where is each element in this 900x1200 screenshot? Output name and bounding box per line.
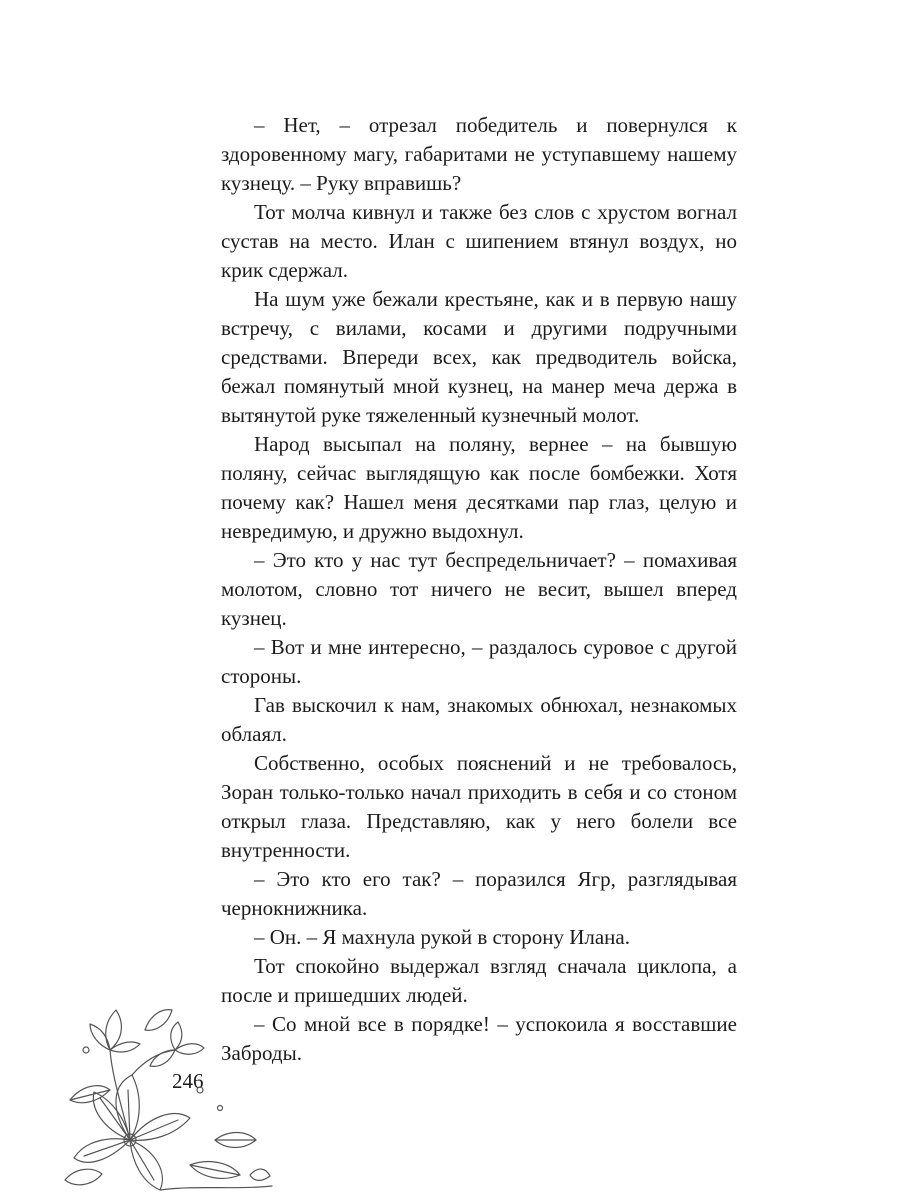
paragraph: – Нет, – отрезал победитель и повернулся к здоровенному магу, габаритами не уступавшему нашему кузнецу. – Руку вправишь?	[221, 113, 737, 195]
paragraph: Гав выскочил к нам, знакомых обнюхал, незнакомых облаял.	[221, 693, 737, 746]
paragraph: Народ высыпал на поляну, вернее – на бывшую поляну, сейчас выглядящую как после бомбежки. Хотя почему как? Нашел меня десятками пар глаз, целую и невредимую, и дружно выдохнул.	[221, 432, 737, 543]
paragraph: – Вот и мне интересно, – раздалось суровое с другой стороны.	[221, 635, 737, 688]
paragraph: Тот молча кивнул и также без слов с хрустом вогнал сустав на место. Илан с шипением втянул воздух, но крик сдержал.	[221, 200, 737, 282]
paragraph: – Со мной все в порядке! – успокоила я восставшие Заброды.	[221, 1012, 737, 1065]
paragraph: Тот спокойно выдержал взгляд сначала циклопа, а после и пришедших людей.	[221, 954, 737, 1007]
paragraph: На шум уже бежали крестьяне, как и в первую нашу встречу, с вилами, косами и другими подручными средствами. Впереди всех, как предводитель войска, бежал помянутый мной кузнец, на манер меча держа в вытянутой руке тяжеленный кузнечный молот.	[221, 287, 737, 427]
floral-corner-icon	[50, 990, 280, 1200]
paragraph: – Это кто его так? – поразился Ягр, разглядывая чернокнижника.	[221, 867, 737, 920]
page-number: 246	[172, 1069, 204, 1093]
paragraph: – Он. – Я махнула рукой в сторону Илана.	[254, 925, 630, 949]
paragraph: Собственно, особых пояснений и не требовалось, Зоран только-только начал приходить в себя и со стоном открыл глаза. Представляю, как у него болели все внутренности.	[221, 751, 737, 862]
body-text	[221, 111, 737, 1068]
paragraph: – Это кто у нас тут беспредельничает? – помахивая молотом, словно тот ничего не весит, вышел вперед кузнец.	[221, 548, 737, 630]
